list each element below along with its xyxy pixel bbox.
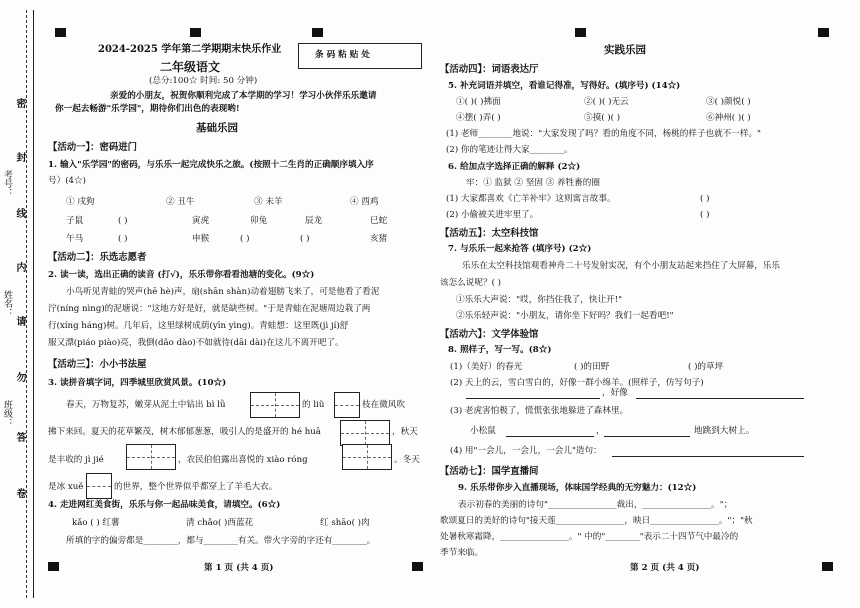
activity-heading: 【活动一】：密码进门 (48, 142, 138, 153)
answer-line[interactable] (636, 398, 804, 399)
word-blank[interactable]: ③( )颜悦( ) (706, 97, 751, 107)
registration-mark (48, 562, 59, 571)
option: ① 戌狗 (66, 197, 95, 207)
passage-line: ，农民伯伯露出喜悦的 xiào róng (178, 455, 308, 465)
binding-char: 内 (14, 262, 25, 272)
sentence: ，好像 (602, 388, 628, 398)
sentence: (1) 大家都喜欢《亡羊补牢》这则寓言故事。 (446, 194, 616, 204)
passage-line: 拂下来回。夏天的花草繁茂，树木郁郁葱葱，吸引人的是盛开的 hé huā (48, 427, 321, 437)
answer-line[interactable] (506, 436, 594, 437)
word-blank[interactable]: ②( )( )无云 (584, 97, 629, 107)
option: ②乐乐轻声说："小朋友，请你坐下好吗？我们一起看吧!" (456, 311, 674, 321)
registration-mark (55, 28, 66, 37)
char-grid[interactable] (250, 392, 300, 418)
activity-heading: 【活动六】：文学体验馆 (440, 329, 539, 340)
registration-mark (312, 28, 323, 37)
activity-heading: 【活动三】：小小书法屋 (48, 359, 147, 370)
option: kǎo ( ) 红薯 (72, 518, 120, 528)
question-text: 4. 走进网红美食街，乐乐与你一起品味美食，请填空。(6☆) (48, 500, 281, 510)
answer-line[interactable] (604, 436, 690, 437)
passage-line: 泞(níng nìng)的泥塘说："这地方好是好，就是缺些树。"于是青蛙在泥塘周边栽了两 (48, 304, 371, 314)
fill-line: (2) 你的笔迹让得大家________。 (446, 145, 573, 155)
zodiac-cell: 寅虎 (192, 216, 210, 226)
score-time: (总分:100☆ 时间: 50 分钟) (149, 76, 258, 86)
registration-mark (412, 562, 423, 571)
passage-line: ，秋天 (392, 427, 418, 437)
word-blank[interactable]: ⑥神州( )( ) (706, 113, 751, 123)
question-text: 2. 读一读，选出正确的读音 (打√)，乐乐带你看看池塘的变化。(9☆) (48, 270, 315, 280)
answer-paren[interactable]: ( ) (700, 210, 710, 220)
registration-mark (822, 562, 833, 571)
zodiac-cell: 巳蛇 (370, 216, 388, 226)
sentence: (2) 天上的云，雪白雪白的，好像一群小绵羊。(照样子，仿写句子) (450, 378, 704, 388)
subject-title: 二年级语文 (160, 60, 221, 74)
passage-line: 枝在微风吹 (362, 400, 405, 410)
fill-line: (1) 老师________地说："大家发现了吗？看的角度不同，杨桃的样子也就不一样。" (446, 129, 761, 139)
sentence: ， (596, 426, 605, 436)
binding-char: 线 (14, 208, 25, 218)
option: ② 丑牛 (166, 197, 195, 207)
registration-mark (190, 28, 201, 37)
binding-solid-line (33, 10, 34, 598)
question-text: 5. 补充词语并填空，看谁记得准，写得好。(填序号) (14☆) (448, 81, 681, 91)
word-blank[interactable]: ⑤摸( )( ) (584, 113, 621, 123)
barcode-box (298, 43, 422, 69)
char-grid[interactable] (340, 420, 390, 446)
barcode-label: 条 码 粘 贴 处 (315, 50, 370, 60)
answer-line[interactable] (466, 398, 600, 399)
question-text: 6. 给加点字选择正确的解释 (2☆) (448, 162, 581, 172)
phrase-blank[interactable]: ( )的田野 (574, 362, 610, 372)
question-text: 号）(4☆) (48, 176, 86, 186)
binding-char: 密 (14, 98, 25, 108)
binding-char: 答 (14, 432, 25, 442)
section-title: 实践乐园 (604, 44, 646, 56)
passage-line: 小鸟听见青蛙的哭声(hē hè)声，扇(shān shàn)动着翅膀飞来了，可是他看了看泥 (66, 287, 380, 297)
zodiac-cell: 午马 (66, 234, 84, 244)
exam-number-label: 考号： (2, 170, 12, 197)
question-text: 1. 输入"乐学园"的密码，与乐乐一起完成快乐之旅。(按照十二生肖的正确顺序填入序 (48, 160, 374, 170)
sentence: (3) 老虎害怕极了，慌慌张张地躲进了森林里。 (450, 406, 629, 416)
option: 红 shāo( )肉 (320, 518, 370, 528)
char-grid[interactable] (334, 392, 360, 418)
passage-line: 行(xíng háng)树。几年后，这里绿树成荫(yīn yìng)。青蛙想：这里既(jì jí)舒 (48, 321, 349, 331)
activity-heading: 【活动七】：国学直播间 (440, 466, 539, 477)
question-text: 9. 乐乐带你步入直播现场，体味国学经典的无穷魅力：(12☆) (458, 483, 697, 493)
zodiac-cell: 卯兔 (250, 216, 268, 226)
option: ③ 未羊 (254, 197, 283, 207)
passage-line: 的 liǔ (302, 400, 325, 410)
fill-line: 处暑秋寒霜降，________________。" 中的"________"表示二十四节气中最冷的 (440, 532, 739, 542)
class-label: 班级： (2, 400, 12, 427)
registration-mark (818, 28, 829, 37)
zodiac-cell: 亥猪 (370, 234, 388, 244)
option: ①乐乐大声说："哎，你挡住我了，快让开!" (456, 295, 623, 305)
char-grid[interactable] (342, 444, 392, 470)
answer-paren[interactable]: ( ) (700, 194, 710, 204)
option: 清 chǎo( )西蓝花 (186, 518, 254, 528)
page-number: 第 2 页 (共 4 页) (630, 563, 700, 573)
zodiac-cell: 子鼠 (66, 216, 84, 226)
passage-line: 服又漂(piáo piào)亮，我倒(dǎo dào)不如就待(dāi dài)在这儿不离开吧了。 (48, 338, 344, 348)
sentence: 小松鼠 (470, 426, 496, 436)
passage-line: 乐乐在太空科技馆观看神舟二十号发射实况，有个小朋友站起来挡住了大屏幕，乐乐 (462, 261, 780, 271)
definitions: 牢：① 监狱 ② 坚固 ③ 养牲畜的圈 (466, 178, 600, 188)
registration-mark (575, 28, 586, 37)
binding-strip (0, 0, 38, 608)
fill-line: 歌颂夏日的美好的诗句"接天莲________________，映日________________。"；"秋 (440, 516, 753, 526)
name-label: 姓名： (2, 290, 12, 317)
zodiac-cell: 辰龙 (305, 216, 323, 226)
page-number: 第 1 页 (共 4 页) (204, 563, 274, 573)
word-blank[interactable]: ④摆( )弄( ) (456, 113, 501, 123)
binding-char: 封 (14, 152, 25, 162)
phrase-blank[interactable]: ( )的草坪 (688, 362, 724, 372)
question-text: 8. 照样子，写一写。(8☆) (448, 345, 552, 355)
greeting-line: 你一起去畅游"乐学园"，期待你们出色的表现哟! (55, 104, 240, 114)
passage-line: 春天，万物复苏，嫩芽从泥土中钻出 bì lǜ (66, 400, 226, 410)
passage-line: 。冬天 (394, 455, 420, 465)
answer-line[interactable] (612, 456, 804, 457)
char-grid[interactable] (126, 444, 176, 470)
fill-line: 所填的字的偏旁都是________，都与________有关。带火字旁的字还有________。 (66, 536, 376, 546)
greeting-line: 亲爱的小朋友，祝贺你顺利完成了本学期的学习！学习小伙伴乐乐邀请 (110, 91, 377, 101)
section-title: 基础乐园 (196, 122, 238, 134)
activity-heading: 【活动四】：词语表达厅 (440, 64, 539, 75)
sentence: 地跳到大树上。 (694, 426, 755, 436)
binding-char: 卷 (14, 488, 25, 498)
binding-char: 勿 (14, 372, 25, 382)
paper-title: 2024-2025 学年第二学期期末快乐作业 (98, 44, 282, 55)
passage-line: 是丰收的 jì jié (48, 455, 104, 465)
activity-heading: 【活动二】：乐选志愿者 (48, 252, 147, 263)
passage-line: 该怎么说呢？( ) (440, 278, 501, 288)
zodiac-blank[interactable]: ( ) (118, 234, 128, 244)
word-blank[interactable]: ①( )( )拂面 (456, 97, 501, 107)
zodiac-cell: 申猴 (192, 234, 210, 244)
fill-line: 表示初春的美丽的诗句"________________裁出，________________。"； (458, 500, 733, 510)
char-grid[interactable] (86, 473, 112, 499)
passage-line: 的世界，整个世界似乎都穿上了羊毛大衣。 (114, 482, 278, 492)
fill-line: 季节来临。 (440, 548, 483, 558)
zodiac-blank[interactable]: ( ) (300, 234, 310, 244)
sentence: (2) 小偷被关进牢里了。 (446, 210, 539, 220)
sentence: (4) 用"一会儿，一会儿，一会儿"造句： (450, 446, 602, 456)
passage-line: 是冰 xuě (48, 482, 84, 492)
question-text: 7. 与乐乐一起来抢答 (填序号) (2☆) (448, 244, 592, 254)
option: ④ 酉鸡 (350, 197, 379, 207)
activity-heading: 【活动五】：太空科技馆 (440, 228, 539, 239)
zodiac-blank[interactable]: ( ) (118, 216, 128, 226)
phrase: (1)（美好）的春光 (450, 362, 523, 372)
question-text: 3. 读拼音填字词，四季城里欣赏风景。(10☆) (48, 378, 227, 388)
binding-char: 请 (14, 316, 25, 326)
zodiac-blank[interactable]: ( ) (240, 234, 250, 244)
